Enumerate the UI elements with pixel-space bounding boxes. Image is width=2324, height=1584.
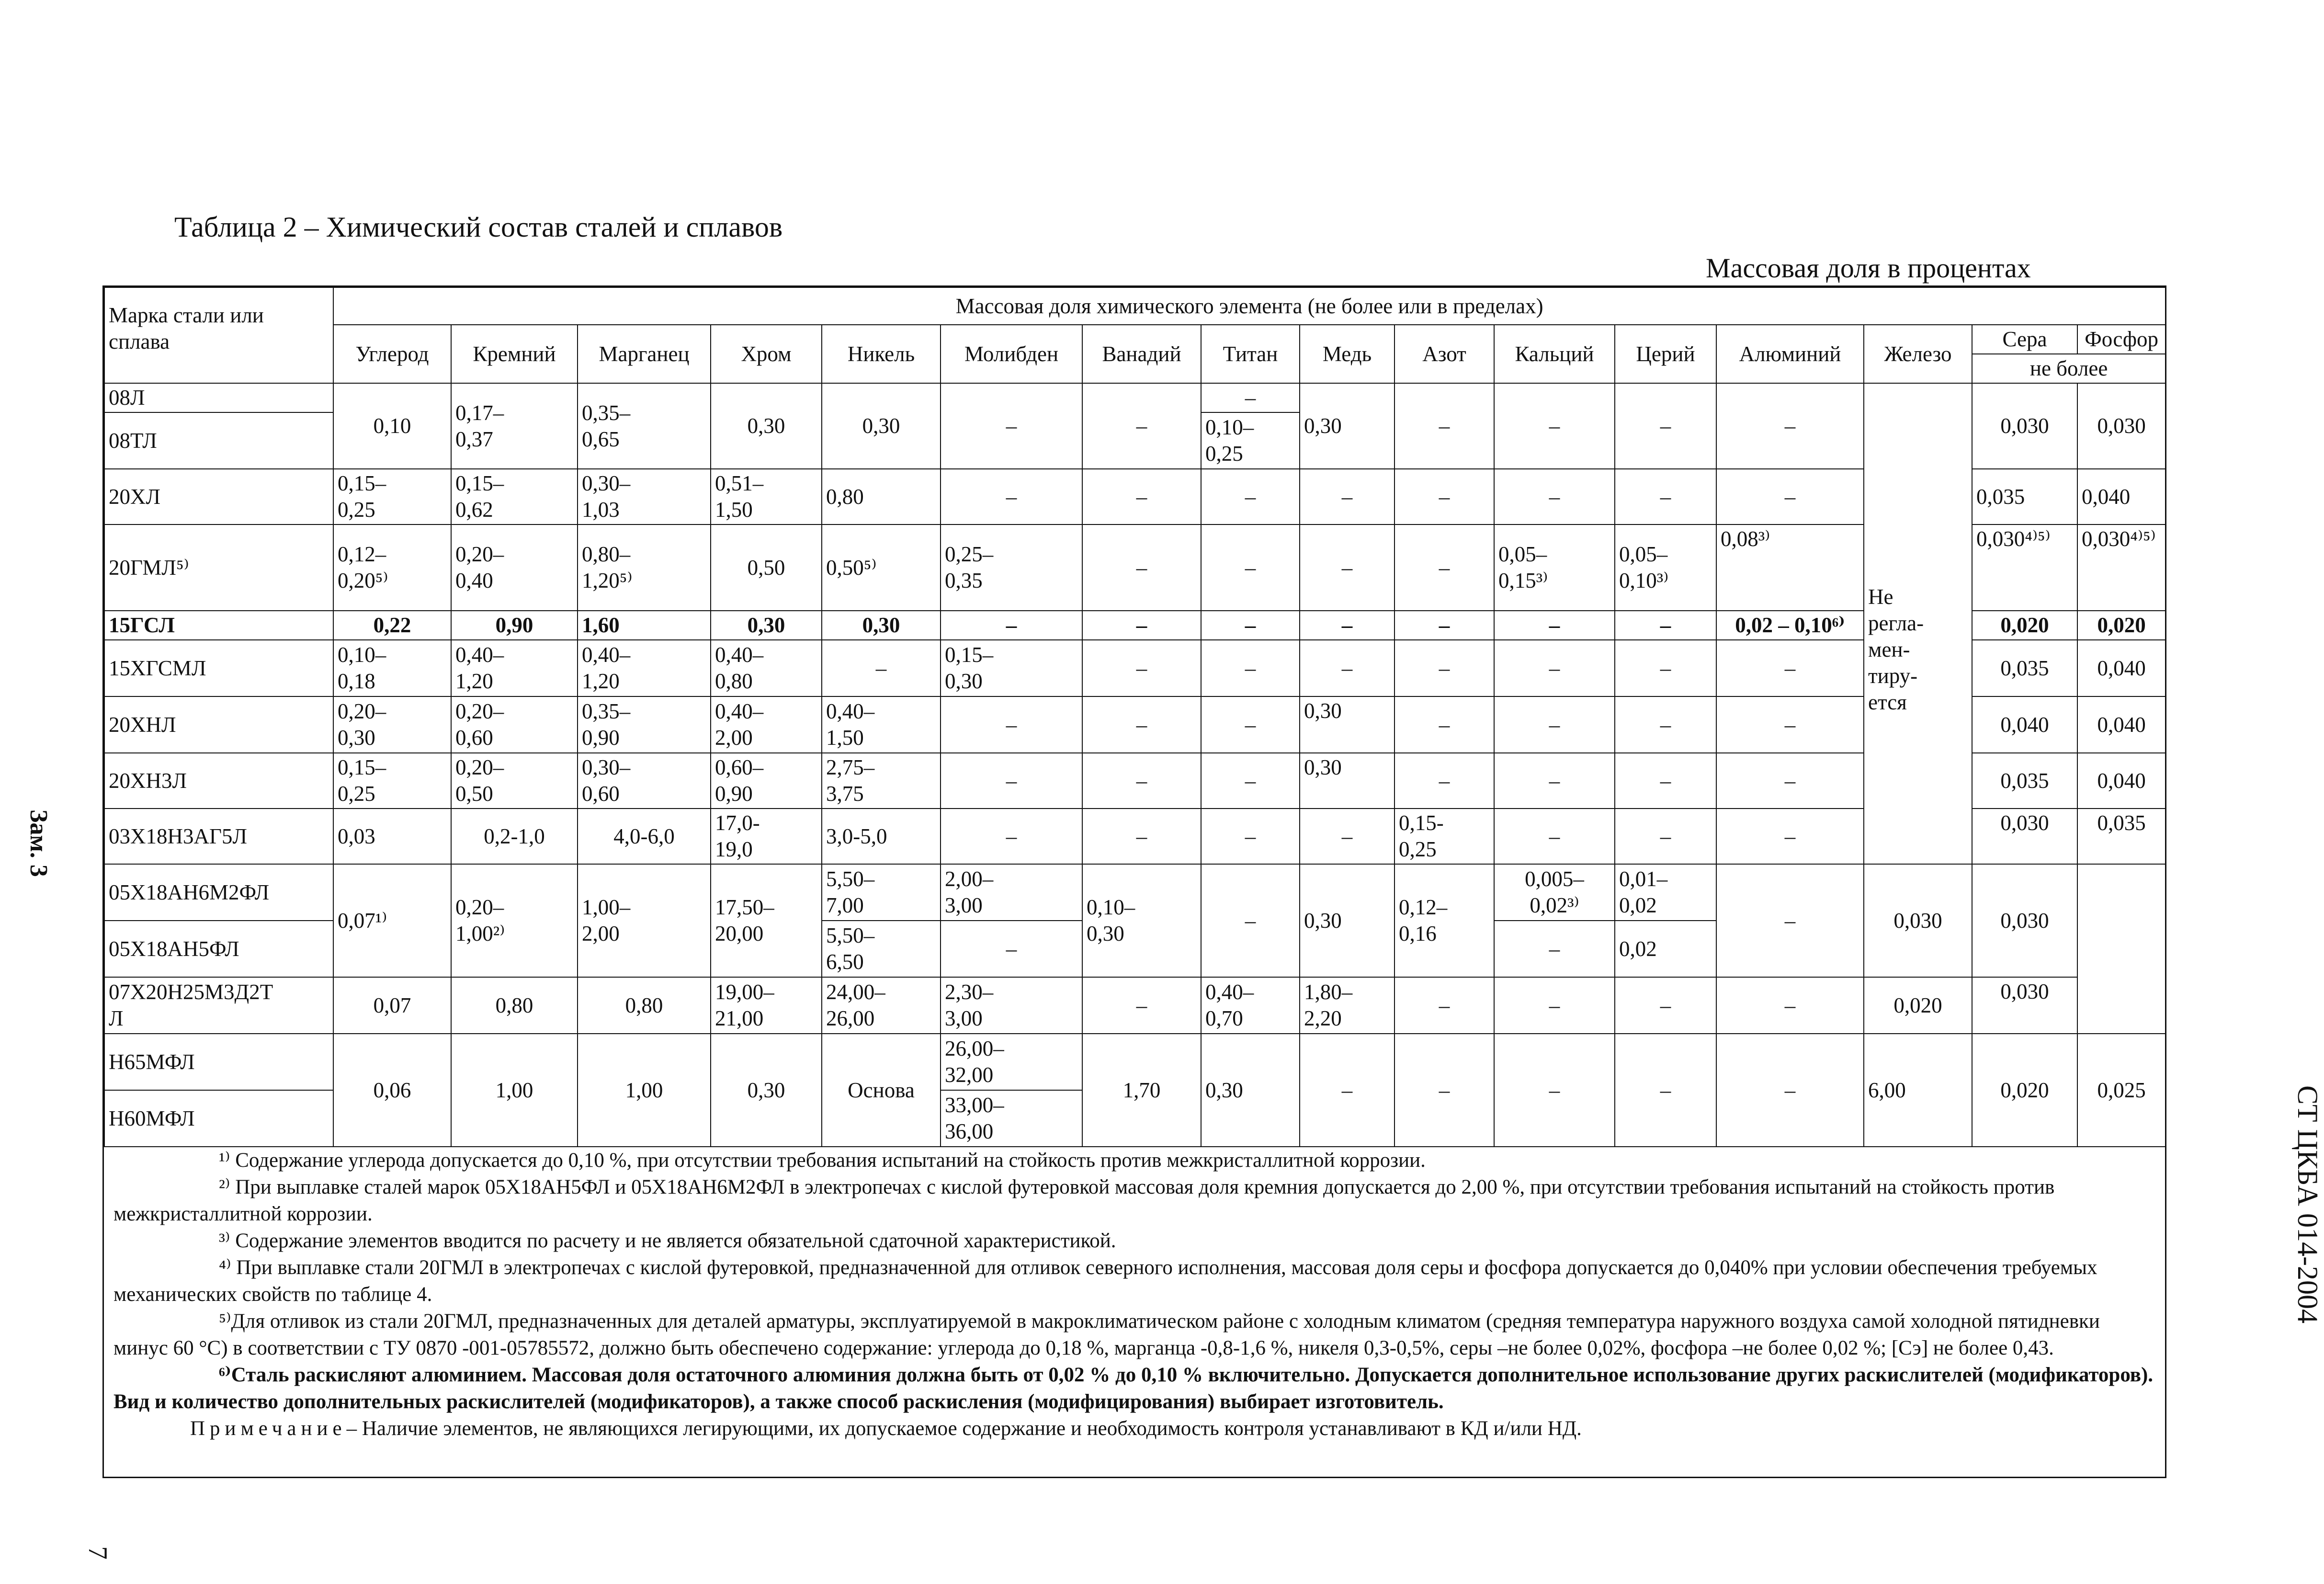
value-cell: 0,035: [2077, 809, 2165, 864]
value-cell: –: [1300, 809, 1394, 864]
value-cell: 0,07: [333, 977, 451, 1034]
value-cell: –: [1394, 611, 1494, 640]
value-cell: 0,01– 0,02: [1615, 864, 1716, 921]
value-cell: 0,005– 0,02³⁾: [1494, 864, 1615, 921]
value-cell: 0,10– 0,30: [1082, 864, 1201, 977]
value-cell: 0,20– 1,00²⁾: [451, 864, 578, 977]
value-cell: 0,10– 0,25: [1201, 412, 1300, 469]
col-iron: Железо: [1864, 325, 1972, 383]
value-cell: –: [1494, 753, 1615, 809]
value-cell: –: [1615, 809, 1716, 864]
value-cell: 0,90: [451, 611, 578, 640]
value-cell: 0,035: [1972, 753, 2077, 809]
value-cell: 0,40– 0,70: [1201, 977, 1300, 1034]
value-cell: 0,06: [333, 1034, 451, 1147]
value-cell: 0,15– 0,30: [941, 640, 1082, 696]
table-row: [104, 753, 2165, 809]
value-cell: 0,08³⁾: [1716, 524, 1864, 611]
value-cell: 1,70: [1082, 1034, 1201, 1147]
value-cell: 0,30: [1300, 864, 1394, 977]
value-cell: 0,05– 0,10³⁾: [1615, 524, 1716, 611]
value-cell: –: [1615, 383, 1716, 469]
value-cell: 17,50– 20,00: [711, 864, 822, 977]
value-cell: 0,15– 0,62: [451, 469, 578, 524]
value-cell: 1,00– 2,00: [578, 864, 711, 977]
value-cell: –: [1615, 469, 1716, 524]
value-cell: –: [1394, 640, 1494, 696]
value-cell: 0,030: [1972, 809, 2077, 864]
col-calcium: Кальций: [1494, 325, 1615, 383]
table-row: [104, 640, 2165, 696]
value-cell: 0,20– 0,30: [333, 696, 451, 753]
value-cell: 0,30: [711, 1034, 822, 1147]
footnote-1: ¹⁾ Содержание углерода допускается до 0,10 %, при отсутствии требования испытаний на стойкость против межкристаллитной коррозии.: [219, 1149, 1426, 1172]
revision-mark: Зам. 3: [25, 809, 52, 877]
value-cell: 0,30: [711, 611, 822, 640]
value-cell: 0,10: [333, 383, 451, 469]
value-cell: –: [1201, 469, 1300, 524]
value-cell: –: [1201, 809, 1300, 864]
col-chromium: Хром: [711, 325, 822, 383]
units-note: Массовая доля в процентах: [1706, 252, 2031, 284]
value-cell: –: [1494, 383, 1615, 469]
note-text: – Наличие элементов, не являющихся легирующими, их допускаемое содержание и необходимость контроля устанавливают в КД и/или НД.: [346, 1417, 1582, 1440]
grade-header: Марка стали или сплава: [104, 287, 333, 383]
value-cell: 17,0- 19,0: [711, 809, 822, 864]
value-cell: 0,15- 0,25: [1394, 809, 1494, 864]
value-cell: –: [1394, 696, 1494, 753]
grade-cell: 03Х18Н3АГ5Л: [104, 809, 333, 864]
value-cell: 0,30: [822, 611, 941, 640]
value-cell: –: [1394, 469, 1494, 524]
value-cell: 33,00– 36,00: [941, 1090, 1082, 1147]
chemical-composition-table: [104, 287, 2166, 1147]
value-cell: –: [1201, 696, 1300, 753]
value-cell: –: [1615, 753, 1716, 809]
value-cell: 0,030: [1972, 383, 2077, 469]
value-cell: –: [1716, 640, 1864, 696]
value-cell: –: [1082, 611, 1201, 640]
value-cell: –: [1201, 524, 1300, 611]
value-cell: 0,03: [333, 809, 451, 864]
value-cell: 5,50– 6,50: [822, 921, 941, 977]
value-cell: –: [1082, 696, 1201, 753]
value-cell: 0,40– 1,20: [451, 640, 578, 696]
value-cell: –: [1716, 809, 1864, 864]
element-group-header: Массовая доля химического элемента (не более или в пределах): [333, 287, 2165, 325]
value-cell: 3,0-5,0: [822, 809, 941, 864]
footnote-5: ⁵⁾Для отливок из стали 20ГМЛ, предназначенных для деталей арматуры, эксплуатируемой в макроклиматическом районе с холодным климатом (средняя температура наружного воздуха самой холодной пятидневки минус 60 °С) в соответствии с ТУ 0870 -001-05785572, должно быть обеспечено содержание: углерода до 0,18 %, марганца -0,8-1,6 %, никеля 0,3-0,5%, серы –не более 0,02%, фосфора –не более 0,02 %; [Сэ] не более 0,43.: [113, 1310, 2100, 1359]
iron-not-regulated-cell: Не регла- мен- тиру- ется: [1864, 383, 1972, 864]
footnote-4: ⁴⁾ При выплавке стали 20ГМЛ в электропечах с кислой футеровкой, предназначенной для отливок северного исполнения, массовая доля серы и фосфора допускается до 0,040% при условии обеспечения требуемых механических свойств по таблице 4.: [113, 1256, 2097, 1306]
value-cell: 1,00: [451, 1034, 578, 1147]
value-cell: –: [1716, 383, 1864, 469]
value-cell: –: [1300, 640, 1394, 696]
value-cell: –: [1494, 921, 1615, 977]
col-phosphorus: Фосфор: [2077, 325, 2165, 354]
value-cell: –: [941, 469, 1082, 524]
table-row: [104, 524, 2165, 611]
value-cell: 0,12– 0,20⁵⁾: [333, 524, 451, 611]
value-cell: 2,30– 3,00: [941, 977, 1082, 1034]
value-cell: –: [1082, 469, 1201, 524]
grade-cell: 08ТЛ: [104, 412, 333, 469]
grade-cell: 15ХГСМЛ: [104, 640, 333, 696]
page-number: 7: [83, 1546, 113, 1560]
value-cell: 24,00– 26,00: [822, 977, 941, 1034]
value-cell: –: [822, 640, 941, 696]
value-cell: 2,75– 3,75: [822, 753, 941, 809]
value-cell: –: [1615, 696, 1716, 753]
value-cell: 0,20– 0,60: [451, 696, 578, 753]
value-cell: –: [941, 809, 1082, 864]
value-cell: 0,020: [1972, 1034, 2077, 1147]
value-cell: 0,30: [1201, 1034, 1300, 1147]
value-cell: –: [1394, 524, 1494, 611]
value-cell: –: [1201, 753, 1300, 809]
value-cell: 0,30: [1300, 753, 1394, 809]
value-cell: 0,15– 0,25: [333, 753, 451, 809]
value-cell: –: [1394, 1034, 1494, 1147]
value-cell: 0,030: [1972, 864, 2077, 977]
value-cell: 0,17– 0,37: [451, 383, 578, 469]
value-cell: 0,040: [2077, 469, 2165, 524]
table-row: [104, 809, 2165, 864]
col-sulfur: Сера: [1972, 325, 2077, 354]
value-cell: 0,50⁵⁾: [822, 524, 941, 611]
table-row: [104, 696, 2165, 753]
table-row: [104, 611, 2165, 640]
value-cell: –: [1716, 469, 1864, 524]
value-cell: 0,030: [2077, 383, 2165, 469]
value-cell: 0,2-1,0: [451, 809, 578, 864]
value-cell: 0,05– 0,15³⁾: [1494, 524, 1615, 611]
value-cell: 0,040: [2077, 696, 2165, 753]
grade-cell: Н60МФЛ: [104, 1090, 333, 1147]
value-cell: –: [1082, 640, 1201, 696]
value-cell: 0,30: [1300, 696, 1394, 753]
note: [113, 1415, 2155, 1442]
value-cell: –: [1082, 809, 1201, 864]
value-cell: –: [1394, 383, 1494, 469]
value-cell: –: [1300, 469, 1394, 524]
value-cell: –: [941, 696, 1082, 753]
value-cell: 0,07¹⁾: [333, 864, 451, 977]
value-cell: 0,020: [1972, 611, 2077, 640]
value-cell: –: [941, 611, 1082, 640]
value-cell: 0,35– 0,65: [578, 383, 711, 469]
value-cell: –: [1300, 1034, 1394, 1147]
value-cell: 0,030: [1972, 977, 2077, 1034]
value-cell: 0,030⁴⁾⁵⁾: [2077, 524, 2165, 611]
value-cell: 0,12– 0,16: [1394, 864, 1494, 977]
grade-cell: 08Л: [104, 383, 333, 412]
grade-cell: 20ХЛ: [104, 469, 333, 524]
chemical-composition-table-frame: [102, 285, 2166, 1478]
grade-cell: 07Х20Н25М3Д2Т Л: [104, 977, 333, 1034]
col-aluminium: Алюминий: [1716, 325, 1864, 383]
value-cell: –: [1716, 864, 1864, 977]
value-cell: 0,020: [2077, 611, 2165, 640]
col-titanium: Титан: [1201, 325, 1300, 383]
value-cell: –: [1300, 611, 1394, 640]
col-vanadium: Ванадий: [1082, 325, 1201, 383]
value-cell: 0,15– 0,25: [333, 469, 451, 524]
value-cell: –: [1494, 640, 1615, 696]
value-cell: 0,30– 1,03: [578, 469, 711, 524]
value-cell: –: [1300, 524, 1394, 611]
table-row: [104, 1034, 2165, 1090]
col-nickel: Никель: [822, 325, 941, 383]
table-row: [104, 469, 2165, 524]
grade-cell: 20ХНЛ: [104, 696, 333, 753]
value-cell: 0,40– 1,20: [578, 640, 711, 696]
value-cell: 0,40– 0,80: [711, 640, 822, 696]
col-manganese: Марганец: [578, 325, 711, 383]
col-molybdenum: Молибден: [941, 325, 1082, 383]
grade-cell: 20ГМЛ⁵⁾: [104, 524, 333, 611]
footnote-2: ²⁾ При выплавке сталей марок 05Х18АН5ФЛ и 05Х18АН6М2ФЛ в электропечах с кислой футеровкой массовая доля кремния допускается до 2,00 %, при отсутствии требования испытаний на стойкость против межкристаллитной коррозии.: [113, 1176, 2055, 1225]
value-cell: 2,00– 3,00: [941, 864, 1082, 921]
value-cell: –: [1082, 383, 1201, 469]
grade-cell: 05Х18АН5ФЛ: [104, 921, 333, 977]
value-cell: 1,80– 2,20: [1300, 977, 1394, 1034]
value-cell: 0,035: [1972, 640, 2077, 696]
value-cell: 19,00– 21,00: [711, 977, 822, 1034]
value-cell: 0,60– 0,90: [711, 753, 822, 809]
col-nitrogen: Азот: [1394, 325, 1494, 383]
value-cell: –: [1082, 524, 1201, 611]
value-cell: 0,040: [2077, 640, 2165, 696]
value-cell: –: [1494, 1034, 1615, 1147]
table-row: [104, 864, 2165, 921]
table-caption: Таблица 2 – Химический состав сталей и сплавов: [174, 211, 783, 243]
value-cell: 0,30: [711, 383, 822, 469]
value-cell: 0,040: [1972, 696, 2077, 753]
value-cell: 0,50: [711, 524, 822, 611]
value-cell: 0,40– 2,00: [711, 696, 822, 753]
value-cell: 0,02 – 0,10⁶⁾: [1716, 611, 1864, 640]
value-cell: –: [941, 921, 1082, 977]
grade-cell: Н65МФЛ: [104, 1034, 333, 1090]
document-code: СТ ЦКБА 014-2004: [2292, 1085, 2324, 1323]
value-cell: –: [1494, 611, 1615, 640]
value-cell: –: [1494, 809, 1615, 864]
table-row: [104, 977, 2165, 1034]
value-cell: –: [1494, 469, 1615, 524]
max-note: не более: [1972, 354, 2165, 383]
value-cell: 0,30– 0,60: [578, 753, 711, 809]
value-cell: –: [1201, 383, 1300, 412]
value-cell: 0,20– 0,50: [451, 753, 578, 809]
value-cell: 0,40– 1,50: [822, 696, 941, 753]
col-copper: Медь: [1300, 325, 1394, 383]
value-cell: –: [1394, 977, 1494, 1034]
col-cerium: Церий: [1615, 325, 1716, 383]
col-silicon: Кремний: [451, 325, 578, 383]
footnote-3: ³⁾ Содержание элементов вводится по расчету и не является обязательной сдаточной характеристикой.: [219, 1230, 1116, 1252]
value-cell: 0,025: [2077, 1034, 2165, 1147]
value-cell: –: [1201, 611, 1300, 640]
value-cell: 0,035: [1972, 469, 2077, 524]
value-cell: –: [1082, 977, 1201, 1034]
value-cell: 5,50– 7,00: [822, 864, 941, 921]
value-cell: –: [1716, 1034, 1864, 1147]
value-cell: –: [1082, 753, 1201, 809]
value-cell: –: [1494, 977, 1615, 1034]
value-cell: –: [1201, 640, 1300, 696]
value-cell: 0,10– 0,18: [333, 640, 451, 696]
value-cell: –: [1394, 753, 1494, 809]
value-cell: 0,35– 0,90: [578, 696, 711, 753]
value-cell: 0,25– 0,35: [941, 524, 1082, 611]
table-row: [104, 383, 2165, 412]
col-carbon: Углерод: [333, 325, 451, 383]
value-cell: –: [1201, 864, 1300, 977]
value-cell: 0,51– 1,50: [711, 469, 822, 524]
value-cell: Основа: [822, 1034, 941, 1147]
value-cell: –: [941, 753, 1082, 809]
value-cell: 0,30: [1300, 383, 1394, 469]
value-cell: –: [1615, 640, 1716, 696]
value-cell: 26,00– 32,00: [941, 1034, 1082, 1090]
value-cell: 0,030: [1864, 864, 1972, 977]
value-cell: 0,020: [1864, 977, 1972, 1034]
value-cell: 1,60: [578, 611, 711, 640]
value-cell: 0,030⁴⁾⁵⁾: [1972, 524, 2077, 611]
value-cell: 0,22: [333, 611, 451, 640]
value-cell: 0,80– 1,20⁵⁾: [578, 524, 711, 611]
value-cell: 0,80: [822, 469, 941, 524]
value-cell: –: [1615, 611, 1716, 640]
value-cell: 0,80: [578, 977, 711, 1034]
value-cell: 0,02: [1615, 921, 1716, 977]
value-cell: 4,0-6,0: [578, 809, 711, 864]
value-cell: –: [1716, 753, 1864, 809]
value-cell: 1,00: [578, 1034, 711, 1147]
value-cell: –: [1716, 977, 1864, 1034]
value-cell: –: [1615, 977, 1716, 1034]
value-cell: –: [941, 383, 1082, 469]
footnote-6: ⁶⁾Сталь раскисляют алюминием. Массовая доля остаточного алюминия должна быть от 0,02 % до 0,10 % включительно. Допускается дополнительное использование других раскислителей (модификаторов). Вид и количество дополнительных раскислителей (модификаторов), а также способ раскисления (модифицирования) выбирает изготовитель.: [113, 1364, 2154, 1413]
grade-cell: 15ГСЛ: [104, 611, 333, 640]
value-cell: 0,30: [822, 383, 941, 469]
grade-cell: 20ХН3Л: [104, 753, 333, 809]
value-cell: –: [1494, 696, 1615, 753]
note-label: Примечание: [190, 1417, 347, 1440]
footnotes: [104, 1147, 2165, 1442]
value-cell: 6,00: [1864, 1034, 1972, 1147]
value-cell: 0,040: [2077, 753, 2165, 809]
grade-cell: 05Х18АН6М2ФЛ: [104, 864, 333, 921]
value-cell: –: [1716, 696, 1864, 753]
value-cell: –: [1615, 1034, 1716, 1147]
value-cell: 0,80: [451, 977, 578, 1034]
value-cell: 0,20– 0,40: [451, 524, 578, 611]
